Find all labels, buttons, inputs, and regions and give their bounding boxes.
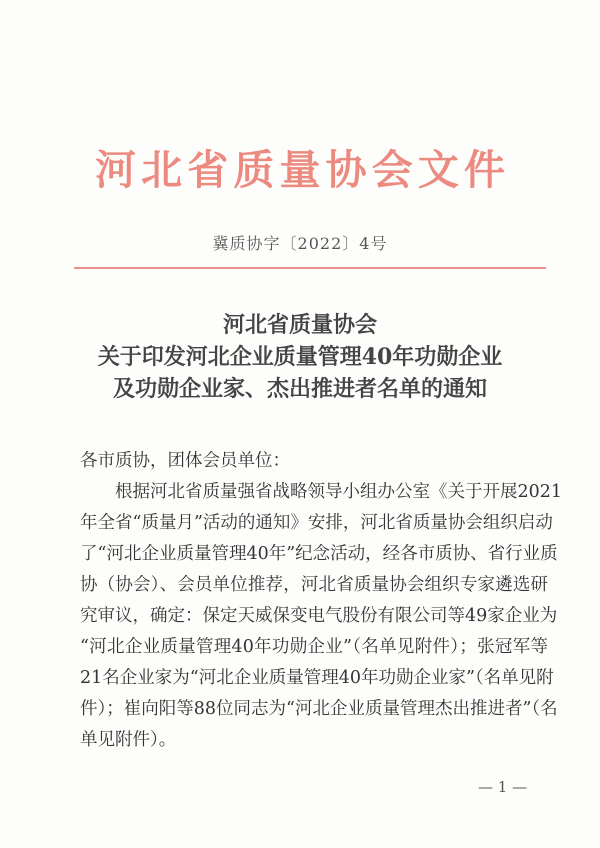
body-line: 究审议，确定：保定天威保变电气股份有限公司等49家企业为 — [80, 606, 558, 626]
heading-line-1: 河北省质量协会 — [222, 312, 377, 338]
body-line: 根据河北省质量强省战略领导小组办公室《关于开展2021 — [80, 482, 563, 502]
header-divider — [74, 267, 546, 269]
salutation: 各市质协，团体会员单位： — [80, 451, 290, 471]
body-line: “河北企业质量管理40年功勋企业”（名单见附件）；张冠军等 — [80, 637, 548, 657]
body-line: 单见附件）。 — [80, 730, 177, 750]
heading-line-2: 关于印发河北企业质量管理40年功勋企业 — [97, 344, 503, 370]
page-number: — 1 — — [478, 778, 528, 796]
body-line: 了“河北企业质量管理40年”纪念活动，经各市质协、省行业质 — [80, 544, 558, 564]
heading-line-3: 及功勋企业家、杰出推进者名单的通知 — [112, 376, 487, 402]
body-line: 年全省“质量月”活动的通知》安排，河北省质量协会组织启动 — [80, 513, 553, 533]
document-org-title: 河北省质量协会文件 — [95, 146, 505, 194]
body-line: 21名企业家为“河北企业质量管理40年功勋企业家”（名单见附 — [80, 668, 554, 688]
body-line: 件）；崔向阳等88位同志为“河北企业质量管理杰出推进者”（名 — [80, 699, 558, 719]
document-number: 冀质协字〔2022〕4号 — [212, 234, 388, 253]
body-line: 协（协会）、会员单位推荐，河北省质量协会组织专家遴选研 — [80, 575, 548, 595]
